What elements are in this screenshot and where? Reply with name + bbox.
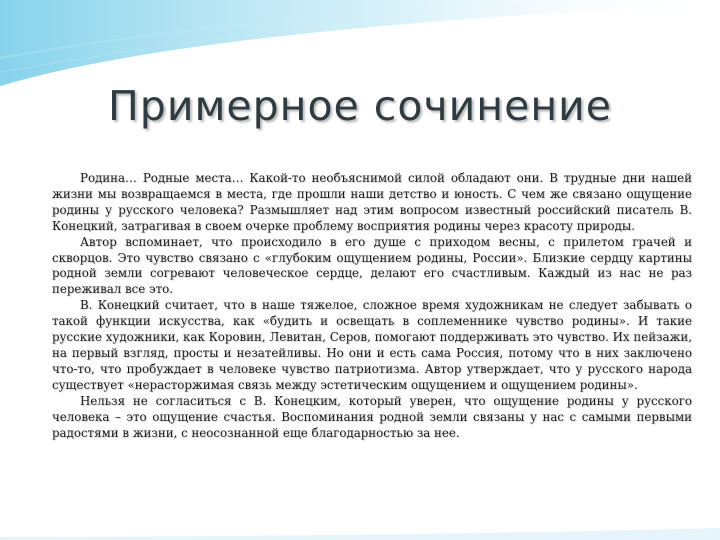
bottom-wave-shape	[0, 528, 720, 540]
slide-title: Примерное сочинение	[107, 82, 613, 130]
top-wave-shape	[0, 0, 720, 86]
essay-paragraph: В. Конецкий считает, что в наше тяжелое, сложное время художникам не следует забывать о такой функции искусства, как «будить и освещать в соплеменнике чувство родины». И такие русские художники, как Коровин, Левитан, Серов, помогают поддерживать это чувство. Их пейзажи, на первый взгляд, просты и незатейливы. Но они и есть сама Россия, потому что в них заключено что-то, что пробуждает в человеке чувство патриотизма. Автор утверждает, что у русского народа существует «нерасторжимая связь между эстетическим ощущением и ощущением родины».	[52, 298, 692, 392]
essay-paragraph: Автор вспоминает, что происходило в его душе с приходом весны, с прилетом грачей и скворцов. Это чувство связано с «глубоким ощущением родины, России». Близкие сердцу картины родной земли согревают человеческое сердце, делают его счастливым. Каждый из нас не раз переживал все это.	[52, 234, 692, 297]
essay-paragraph: Родина… Родные места… Какой-то необъяснимой силой обладают они. В трудные дни нашей жизни мы возвращаемся в места, где прошли наши детство и юность. С чем же связано ощущение родины у русского человека? Размышляет над этим вопросом известный российский писатель В. Конецкий, затрагивая в своем очерке проблему восприятия родины через красоту природы.	[52, 171, 692, 233]
essay-body	[52, 171, 692, 441]
essay-paragraph: Нельзя не согласиться с В. Конецким, который уверен, что ощущение родины у русского человека – это ощущение счастья. Воспоминания родной земли связаны у нас с самыми первыми радостями в жизни, с неосознанной еще благодарностью за нее.	[52, 393, 692, 440]
